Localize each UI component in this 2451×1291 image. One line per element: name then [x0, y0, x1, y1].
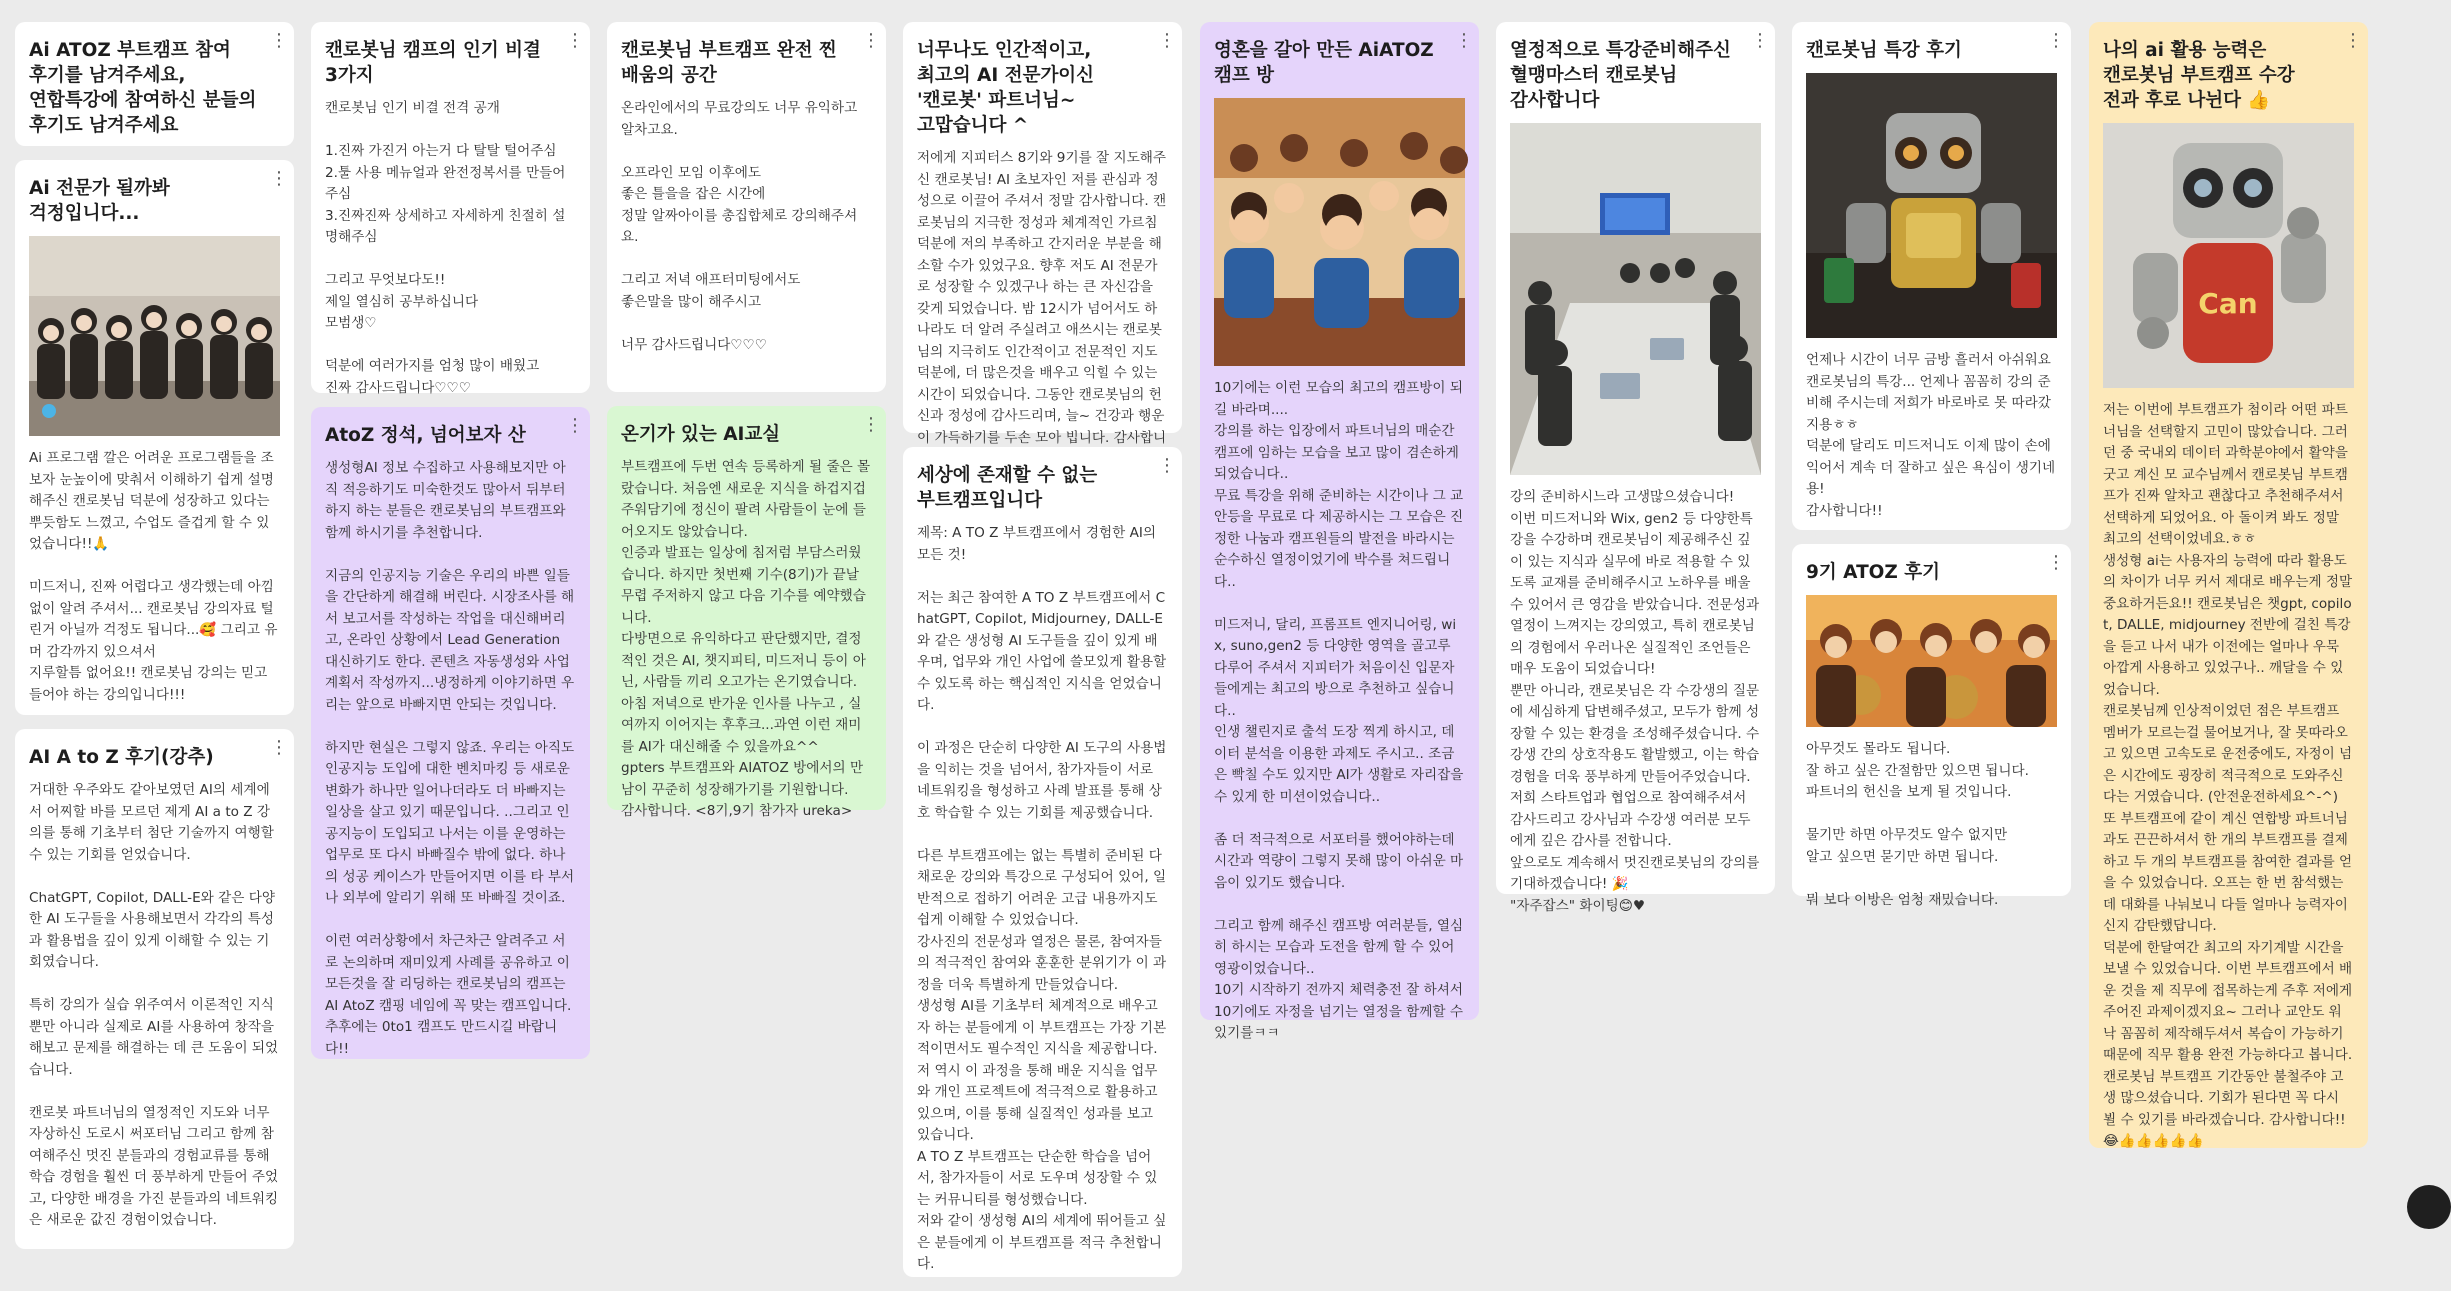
more-options-icon[interactable]: ⋮: [270, 30, 288, 51]
post-title: 캔로봇님 캠프의 인기 비결 3가지: [325, 40, 541, 86]
board-column: [903, 22, 1182, 1291]
more-options-icon[interactable]: ⋮: [2344, 30, 2362, 51]
classroom-photo-image: [1510, 123, 1761, 475]
post-title: 9기 ATOZ 후기: [1806, 562, 1941, 583]
post-title: 나의 ai 활용 능력은 캔로봇님 부트캠프 수강 전과 후로 나뉜다 👍: [2103, 40, 2295, 111]
post-card[interactable]: [903, 22, 1182, 446]
post-title: AtoZ 정석, 넘어보자 산: [325, 425, 526, 446]
post-card[interactable]: [607, 22, 886, 392]
group-photo-image: [29, 236, 280, 436]
board-column: [607, 22, 886, 824]
robot-illustration-image: [1806, 73, 2057, 338]
post-title: AI A to Z 후기(강추): [29, 747, 214, 768]
more-options-icon[interactable]: ⋮: [566, 30, 584, 51]
post-title: 온기가 있는 AI교실: [621, 424, 781, 445]
team-illustration-image: [1806, 595, 2057, 727]
post-title: Ai ATOZ 부트캠프 참여 후기를 남겨주세요, 연합특강에 참여하신 분들의 후기도 남겨주세요: [29, 40, 257, 136]
board-column: [1496, 22, 1775, 914]
post-card[interactable]: [2089, 22, 2368, 1148]
post-body: 언제나 시간이 너무 금방 흘러서 아쉬워요 캔로봇님의 특강... 언제나 꼼꼼히 강의 준비해 주시는데 저희가 바로바로 못 따라갔지용ㅎㅎ 덕분에 달리도 미드저니도 이제 많이 손에 익어서 계속 더 잘하고 싶은 욕심이 생기네용! 감사합니다!!: [1806, 352, 2056, 519]
post-title: 열정적으로 특강준비해주신 혈맹마스터 캔로봇님 감사합니다: [1510, 40, 1731, 111]
post-card[interactable]: [311, 407, 590, 1059]
post-card[interactable]: [15, 22, 294, 146]
post-body: 생성형AI 정보 수집하고 사용해보지만 아직 적응하기도 미숙한것도 많아서 뒤부터 하지 하는 분들은 캔로봇님의 부트캠프와 함께 하시기를 추천합니다. 지금의 인공지능 기술은 우리의 바쁜 일들을 간단하게 해결해 버린다. 시장조사를 해서 보고서를 작성하는 작업을 대신해버리고, 온라인 상황에서 Lead Generation 대신하기도 한다. 콘텐츠 자동생성와 사업계획서 작성까지...냉정하게 이야기하면 우리는 앞으로 바빠지면 안되는 것입니다. 하지만 현실은 그렇지 않죠. 우리는 아직도 인공지능 도입에 대한 벤치마킹 등 새로운 변화가 하나만 일어나더라도 더 바빠지는 일상을 살고 있기 때문입니다. ..그리고 인공지능이 도입되고 나서는 이를 운영하는 업무로 또 다시 바빠질수 밖에 없다. 하나의 성공 케이스가 만들어지면 이를 타 부서나 외부에 알리기 위해 또 바빠질 것이죠. 이런 여러상황에서 차근차근 알려주고 서로 논의하며 재미있게 사례를 공유하고 이 모든것을 잘 리딩하는 캔로봇님의 캠프는 AI AtoZ 캠핑 네임에 꼭 맞는 캠프입니다. 추후에는 0to1 캠프도 만드시길 바랍니다!!: [325, 460, 575, 1057]
more-options-icon[interactable]: ⋮: [2047, 552, 2065, 573]
board-column: [1200, 22, 1479, 1041]
more-options-icon[interactable]: ⋮: [1158, 30, 1176, 51]
post-body: 제목: A TO Z 부트캠프에서 경험한 AI의 모든 것! 저는 최근 참여한 A TO Z 부트캠프에서 ChatGPT, Copilot, Midjourney, DALL-E와 같은 생성형 AI 도구들을 깊이 있게 배우며, 업무와 개인 사업에 쓸모있게 활용할 수 있도록 하는 핵심적인 지식을 얻었습니다. 이 과정은 단순히 다양한 AI 도구의 사용법을 익히는 것을 넘어서, 참가자들이 서로 네트워킹을 형성하고 사례 발표를 통해 상호 학습할 수 있는 기회를 제공했습니다. 다른 부트캠프에는 없는 특별히 준비된 다채로운 강의와 특강으로 구성되어 있어, 일반적으로 접하기 어려운 고급 내용까지도 쉽게 이해할 수 있었습니다. 강사진의 전문성과 열정은 물론, 참여자들의 적극적인 참여와 훈훈한 분위기가 이 과정을 더욱 특별하게 만들었습니다. 생성형 AI를 기초부터 체계적으로 배우고자 하는 분들에게 이 부트캠프는 가장 기본적이면서도 필수적인 지식을 제공합니다. 저 역시 이 과정을 통해 배운 지식을 업무와 개인 프로젝트에 적극적으로 활용하고 있으며, 이를 통해 실질적인 성과를 보고 있습니다. A TO Z 부트캠프는 단순한 학습을 넘어서, 참가자들이 서로 도우며 성장할 수 있는 커뮤니티를 형성했습니다. 저와 같이 생성형 AI의 세계에 뛰어들고 싶은 분들에게 이 부트캠프를 적극 추천합니다.: [917, 525, 1167, 1272]
post-body: 강의 준비하시느라 고생많으셨습니다! 이번 미드저니와 Wix, gen2 등 다양한특강을 수강하며 캔로봇님이 제공해주신 깊이 있는 지식과 실무에 바로 적용할 수 있도록 교재를 준비해주시고 노하우를 배울 수 있어서 큰 영감을 받았습니다. 전문성과 열정이 느껴지는 강의였고, 특히 캔로봇님의 경험에서 우러나온 실질적인 조언들은 매우 도움이 되었습니다! 뿐만 아니라, 캔로봇님은 각 수강생의 질문에 세심하게 답변해주셨고, 모두가 함께 성장할 수 있는 환경을 조성해주셨습니다. 수강생 간의 상호작용도 활발했고, 이는 학습 경험을 더욱 풍부하게 만들어주었습니다. 저희 스타트업과 협업으로 참여해주셔서 감사드리고 강사님과 수강생 여러분 모두에게 깊은 감사를 전합니다. 앞으로도 계속해서 멋진캔로봇님의 강의를 기대하겠습니다! 🎉 "자주잡스" 화이팅😊♥: [1510, 489, 1760, 914]
more-options-icon[interactable]: ⋮: [270, 737, 288, 758]
post-body: 저에게 지피터스 8기와 9기를 잘 지도해주신 캔로봇님! AI 초보자인 저를 관심과 정성으로 이끌어 주셔서 정말 감사합니다. 캔로봇님의 지극한 정성과 체계적인 가르침 덕분에 저의 부족하고 간지러운 부분을 해소할 수가 있었구요. 향후 저도 AI 전문가로 성장할 수 있겠구나 하는 큰 자신감을 갖게 되었습니다. 밤 12시가 넘어서도 하나라도 더 알려 주실려고 애쓰시는 캔로봇님의 지극히도 인간적이고 전문적인 지도 덕분에, 더 많은것을 배우고 익힐 수 있는 시간이 되었습니다. 그동안 캔로봇님의 헌신과 정성에 감사드리며, 늘~ 건강과 행운이 가득하기를 두손 모아 빕니다. 감사합니: [917, 150, 1167, 446]
post-body: 아무것도 몰라도 됩니다. 잘 하고 싶은 간절함만 있으면 됩니다. 파트너의 헌신을 보게 될 것입니다. 물기만 하면 아무것도 알수 없지만 알고 싶으면 묻기만 하면 됩니다. 뭐 보다 이방은 엄청 재밌습니다.: [1806, 741, 2029, 908]
post-body: 저는 이번에 부트캠프가 첨이라 어떤 파트너님을 선택할지 고민이 많았습니다. 그러던 중 국내외 데이터 과학분야에서 활약을 굿고 계신 모 교수님께서 캔로봇님 부트캠프가 진짜 알차고 괜찮다고 추천해주셔서 선택하게 되었어요. 아 돌이켜 봐도 정말 최고의 선택이었네요.ㅎㅎ 생성형 ai는 사용자의 능력에 따라 활용도의 차이가 너무 커서 제대로 배우는게 정말 중요하거든요!! 캔로봇님은 챗gpt, copilot, DALLE, midjourney 전반에 걸친 특강을 듣고 나서 내가 이전에는 얼마나 우묵 아깝게 사용하고 있었구나.. 깨달을 수 있었습니다. 캔로봇님께 인상적이었던 점은 부트캠프 멤버가 모르는걸 물어보거나, 잘 못따라오고 있으면 고속도로 운전중에도, 자정이 넘은 시간에도 굉장히 적극적으로 도와주신다는 거였습니다. (안전운전하세요^-^) 또 부트캠프에 같이 계신 연합방 파트너님과도 끈끈하셔서 한 개의 부트캠프를 결제하고 두 개의 부트캠프를 참여한 결과를 얻을 수 있었습니다. 오프는 한 번 참석했는데 대화를 나눠보니 다들 얼마나 능력자이신지 감탄했답니다. 덕분에 한달여간 최고의 자기계발 시간을 보낼 수 있었습니다. 이번 부트캠프에서 배운 것을 제 직무에 접목하는게 주후 저에게 주어진 과제이겠지요~ 그러나 교안도 워낙 꼼꼼히 제작해두셔서 복습이 가능하기 때문에 직무 활용 완전 가능하다고 봅니다. 캔로봇님 부트캠프 기간동안 불철주야 고생 많으셨습니다. 기회가 된다면 꼭 다시 뵐 수 있기를 바라겠습니다. 감사합니다!! 😂👍👍👍👍👍: [2103, 402, 2353, 1149]
more-options-icon[interactable]: ⋮: [1751, 30, 1769, 51]
more-options-icon[interactable]: ⋮: [862, 414, 880, 435]
post-title: 너무나도 인간적이고, 최고의 AI 전문가이신 '캔로봇' 파트너님~ 고맙습니다 ^: [917, 40, 1095, 136]
post-card[interactable]: [311, 22, 590, 396]
more-options-icon[interactable]: ⋮: [270, 168, 288, 189]
post-title: 세상에 존재할 수 없는 부트캠프입니다: [917, 465, 1098, 511]
post-body: Ai 프로그램 깔은 어려운 프로그램들을 조보자 눈높이에 맞춰서 이해하기 쉽게 설명해주신 캔로봇님 덕분에 성장하고 있다는 뿌듯함도 느꼈고, 수업도 즐겁게 할 수 있었습니다!!🙏 미드저니, 진짜 어렵다고 생각했는데 아낌없이 알려 주셔서... 캔로봇님 강의자료 털린거 아닐까 걱정도 됩니다...🥰 그리고 유머 감각까지 있으셔서 지루할틈 없어요!! 캔로봇님 강의는 믿고 들어야 하는 강의입니다!!!: [29, 450, 278, 703]
post-title: Ai 전문가 될까봐 걱정입니다...: [29, 178, 170, 224]
post-body: 10기에는 이런 모습의 최고의 캠프방이 되길 바라며.... 강의를 하는 입장에서 파트너님의 매순간 캠프에 임하는 모습을 보고 많이 겸손하게 되었습니다.. 무료 특강을 위해 준비하는 시간이나 그 교안등을 무료로 다 제공하시는 그 모습은 진정한 나눔과 캠프원들의 발전을 바라시는 순수하신 열정이었기에 박수를 쳐드립니다.. 미드저니, 달리, 프롬프트 엔지니어링, wix, suno,gen2 등 다양한 영역을 골고루 다루어 주셔서 지피터가 처음이신 입문자들에게는 최고의 방으로 추천하고 싶습니다.. 인생 챌린지로 출석 도장 찍게 하시고, 데이터 분석을 이용한 과제도 주시고.. 조금은 빡칠 수도 있지만 AI가 생활로 자리잡을 수 있게 한 미션이었습니다.. 좀 더 적극적으로 서포터를 했어야하는데 시간과 역량이 그렇지 못해 많이 아쉬운 마음이 있기도 했습니다. 그리고 함께 해주신 캠프방 여러분들, 열심히 하시는 모습과 도전을 함께 할 수 있어 영광이었습니다.. 10기 시작하기 전까지 체력충전 잘 하셔서 10기에도 자정을 넘기는 열정을 함께할 수 있기를ㅋㅋ: [1214, 380, 1464, 1041]
more-options-icon[interactable]: ⋮: [2047, 30, 2065, 51]
board-column: [15, 22, 294, 1263]
post-card[interactable]: [607, 406, 886, 819]
board-column: [1792, 22, 2071, 910]
board-column: [311, 22, 590, 1073]
post-title: 캔로봇님 특강 후기: [1806, 40, 1962, 61]
more-options-icon[interactable]: ⋮: [566, 415, 584, 436]
add-post-button[interactable]: [2407, 1185, 2451, 1229]
post-card[interactable]: [15, 160, 294, 715]
post-title: 캔로봇님 부트캠프 완전 찐 배움의 공간: [621, 40, 837, 86]
post-card[interactable]: [1792, 22, 2071, 530]
more-options-icon[interactable]: ⋮: [1158, 455, 1176, 476]
post-body: 부트캠프에 두번 연속 등록하게 될 줄은 몰랐습니다. 처음엔 새로운 지식을 하겁지겁 주워담기에 정신이 팔려 사람들이 눈에 들어오지도 않았습니다. 인증과 발표는 일상에 침저럼 부담스러웠습니다. 하지만 첫번째 기수(8기)가 끝날 무렵 주저하지 않고 다음 기수를 예약했습니다. 다방면으로 유익하다고 판단했지만, 결정적인 것은 AI, 챗지피티, 미드저니 등이 아닌, 사람들 끼리 오고가는 온기였습니다. 아침 저녁으로 반가운 인사를 나누고 , 실여까지 이어지는 후후크...과연 이런 재미를 AI가 대신해줄 수 있을까요^^ gpters 부트캠프와 AIATOZ 방에서의 만남이 꾸준히 성장해가기를 기원합니다. 감사합니다. <8기,9기 참가자 ureka>: [621, 459, 871, 819]
can-robot-illustration-image: [2103, 123, 2354, 388]
post-title: 영혼을 갈아 만든 AiATOZ 캠프 방: [1214, 40, 1434, 86]
post-body: 온라인에서의 무료강의도 너무 유익하고 알차고요. 오프라인 모임 이후에도 좋은 틀을을 잡은 시간에 정말 알짜아이를 총집합체로 강의해주셔요. 그리고 저녁 애프터미팅에서도 좋은말을 많이 해주시고 너무 감사드립니다♡♡♡: [621, 100, 858, 353]
audience-illustration-image: [1214, 98, 1465, 366]
post-card[interactable]: [1792, 544, 2071, 908]
board-column: [2089, 22, 2368, 1162]
more-options-icon[interactable]: ⋮: [862, 30, 880, 51]
more-options-icon[interactable]: ⋮: [1455, 30, 1473, 51]
post-card[interactable]: [1496, 22, 1775, 914]
post-body: 거대한 우주와도 같아보였던 AI의 세계에서 어찌할 바를 모르던 제게 AI a to Z 강의를 통해 기초부터 첨단 기술까지 여행할 수 있는 기회를 얻었습니다. ChatGPT, Copilot, DALL-E와 같은 다양한 AI 도구들을 사용해보면서 각각의 특성과 활용법을 깊이 있게 이해할 수 있는 기회였습니다. 특히 강의가 실습 위주여서 이론적인 지식뿐만 아니라 실제로 AI를 사용하여 창작을 해보고 문제를 해결하는 데 큰 도움이 되었습니다. 캔로봇 파트너님의 열정적인 지도와 너무 자상하신 도로시 써포터님 그리고 함께 참여해주신 멋진 분들과의 경험교류를 통해 학습 경험을 훨씬 더 풍부하게 만들어 주었고, 다양한 배경을 가진 분들과의 네트워킹은 새로운 값진 경험이었습니다.: [29, 782, 279, 1228]
post-body: 캔로봇님 인기 비결 전격 공개 1.진짜 가진거 아는거 다 탈탈 털어주심 2.툴 사용 메뉴얼과 완전정복서를 만들어주심 3.진짜진짜 상세하고 자세하게 친절히 설명해주심 그리고 무엇보다도!! 제일 열심히 공부하십니다 모범생♡ 덕분에 여러가지를 엄청 많이 배웠고 진짜 감사드립니다♡♡♡: [325, 100, 566, 396]
post-card[interactable]: [1200, 22, 1479, 1041]
svg-text:Can: Can: [2198, 287, 2258, 320]
post-card[interactable]: [15, 729, 294, 1249]
post-card[interactable]: [903, 447, 1182, 1277]
